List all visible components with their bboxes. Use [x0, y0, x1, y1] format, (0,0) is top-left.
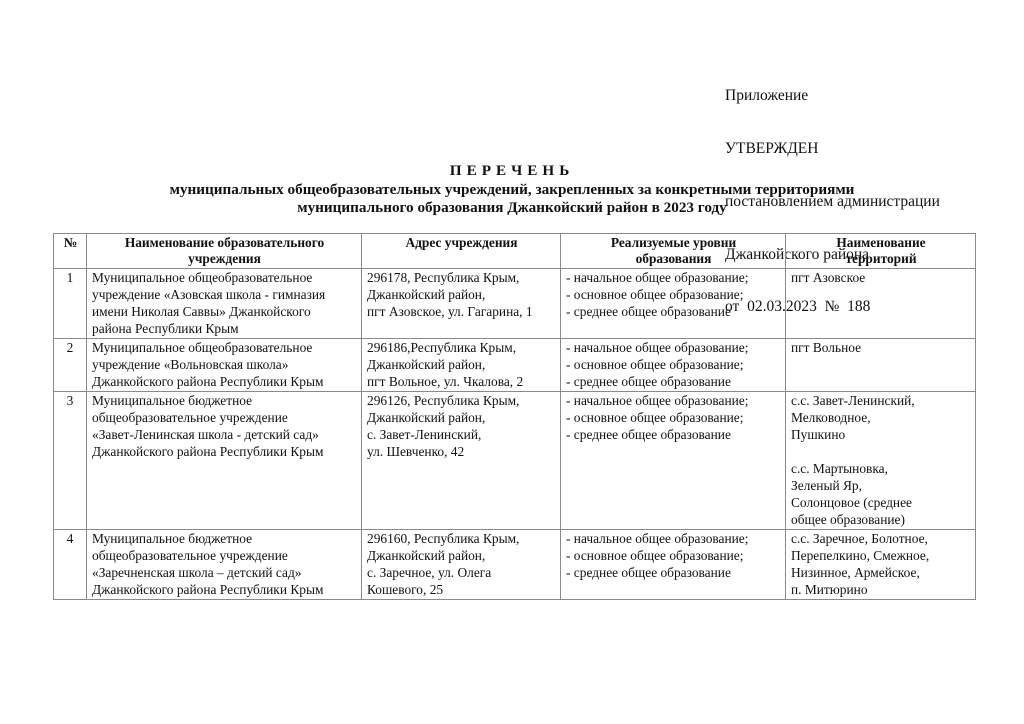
- cell-line: - основное общее образование;: [566, 357, 744, 372]
- education-levels: [561, 339, 786, 392]
- row-number: [54, 392, 87, 530]
- institution-address: [362, 269, 561, 339]
- cell-line: Пушкино: [791, 427, 846, 442]
- cell-line: ул. Шевченко, 42: [367, 444, 465, 459]
- row-number-value: 1: [66, 270, 74, 285]
- cell-line: с.с. Заречное, Болотное,: [791, 531, 928, 546]
- cell-line: с.с. Мартыновка,: [791, 461, 888, 476]
- territories: [786, 269, 976, 339]
- cell-line: - среднее общее образование: [566, 304, 731, 319]
- cell-line: Кошевого, 25: [367, 582, 444, 597]
- cell-line: Зеленый Яр,: [791, 478, 862, 493]
- row-number: [54, 269, 87, 339]
- table-row: [54, 269, 976, 339]
- title-main: ПЕРЕЧЕНЬ: [449, 162, 575, 179]
- cell-line: Муниципальное общеобразовательное: [92, 340, 313, 355]
- document-title: [0, 162, 1024, 218]
- header-address: Адрес учреждения: [362, 234, 561, 269]
- cell-line: - среднее общее образование: [566, 374, 731, 389]
- cell-line: п. Митюрино: [791, 582, 868, 597]
- territory-spacer: [791, 443, 971, 460]
- institution-address: [362, 339, 561, 392]
- row-number: [54, 530, 87, 600]
- approval-line-district: Джанкойского района: [725, 245, 870, 263]
- cell-line: учреждение «Вольновская школа»: [92, 357, 289, 372]
- cell-line: Муниципальное бюджетное: [92, 393, 253, 408]
- territories: [786, 530, 976, 600]
- cell-line: «Завет-Ленинская школа - детский сад»: [92, 427, 319, 442]
- cell-line: Муниципальное бюджетное: [92, 531, 253, 546]
- cell-line: - начальное общее образование;: [566, 531, 749, 546]
- institution-name: [87, 530, 362, 600]
- cell-line: Солонцовое (среднее: [791, 495, 912, 510]
- territories: [786, 392, 976, 530]
- row-number-value: 3: [66, 393, 74, 408]
- approval-line-appendix: Приложение: [725, 87, 809, 105]
- title-subtitle-line2: муниципального образования Джанкойский район в 2023 году: [297, 199, 727, 216]
- row-number-value: 4: [66, 531, 74, 546]
- cell-line: - начальное общее образование;: [566, 393, 749, 408]
- header-institution-name: Наименование образовательного учреждения: [87, 234, 362, 269]
- cell-line: пгт Вольное: [791, 340, 862, 355]
- cell-line: с. Заречное, ул. Олега: [367, 565, 492, 580]
- cell-line: 296126, Республика Крым,: [367, 393, 520, 408]
- cell-line: Джанкойского района Республики Крым: [92, 374, 324, 389]
- cell-line: общеобразовательное учреждение: [92, 548, 288, 563]
- table-row: [54, 339, 976, 392]
- cell-line: - среднее общее образование: [566, 427, 731, 442]
- cell-line: 296186,Республика Крым,: [367, 340, 517, 355]
- approval-line-approved: УТВЕРЖДЕН: [725, 139, 819, 157]
- cell-line: - основное общее образование;: [566, 410, 744, 425]
- cell-line: Муниципальное общеобразовательное: [92, 270, 313, 285]
- cell-line: «Заречненская школа – детский сад»: [92, 565, 302, 580]
- cell-line: учреждение «Азовская школа - гимназия: [92, 287, 326, 302]
- education-levels: [561, 530, 786, 600]
- cell-line: с. Завет-Ленинский,: [367, 427, 482, 442]
- table-header-row: [54, 234, 976, 269]
- education-levels: [561, 392, 786, 530]
- approval-line-resolution: постановлением администрации: [725, 192, 940, 210]
- cell-line: с.с. Завет-Ленинский,: [791, 393, 915, 408]
- territories: [786, 339, 976, 392]
- schools-table: [53, 233, 976, 600]
- institution-name: [87, 269, 362, 339]
- cell-line: Мелководное,: [791, 410, 871, 425]
- cell-line: 296160, Республика Крым,: [367, 531, 520, 546]
- cell-line: - среднее общее образование: [566, 565, 731, 580]
- cell-line: - начальное общее образование;: [566, 340, 749, 355]
- cell-line: - основное общее образование;: [566, 287, 744, 302]
- institution-name: [87, 339, 362, 392]
- cell-line: общее образование): [791, 512, 905, 527]
- title-subtitle-line1: муниципальных общеобразовательных учреждений, закрепленных за конкретными территориями: [169, 180, 855, 198]
- cell-line: - основное общее образование;: [566, 548, 744, 563]
- table-row: [54, 530, 976, 600]
- cell-line: имени Николая Саввы» Джанкойского: [92, 304, 311, 319]
- cell-line: района Республики Крым: [92, 321, 239, 336]
- cell-line: Джанкойский район,: [367, 287, 486, 302]
- education-levels: [561, 269, 786, 339]
- cell-line: пгт Вольное, ул. Чкалова, 2: [367, 374, 524, 389]
- row-number: [54, 339, 87, 392]
- cell-line: общеобразовательное учреждение: [92, 410, 288, 425]
- institution-name: [87, 392, 362, 530]
- header-number: №: [54, 234, 87, 269]
- cell-line: Перепелкино, Смежное,: [791, 548, 930, 563]
- header-education-levels: Реализуемые уровни образования: [561, 234, 786, 269]
- cell-line: Низинное, Армейское,: [791, 565, 920, 580]
- cell-line: пгт Азовское, ул. Гагарина, 1: [367, 304, 533, 319]
- cell-line: - начальное общее образование;: [566, 270, 749, 285]
- cell-line: пгт Азовское: [791, 270, 866, 285]
- header-territories: Наименование территорий: [786, 234, 976, 269]
- cell-line: Джанкойского района Республики Крым: [92, 582, 324, 597]
- cell-line: 296178, Республика Крым,: [367, 270, 520, 285]
- cell-line: Джанкойский район,: [367, 410, 486, 425]
- cell-line: Джанкойского района Республики Крым: [92, 444, 324, 459]
- row-number-value: 2: [66, 340, 74, 355]
- table-row: [54, 392, 976, 530]
- institution-address: [362, 392, 561, 530]
- institution-address: [362, 530, 561, 600]
- approval-line-date-number: от 02.03.2023 № 188: [725, 298, 871, 316]
- cell-line: Джанкойский район,: [367, 548, 486, 563]
- cell-line: Джанкойский район,: [367, 357, 486, 372]
